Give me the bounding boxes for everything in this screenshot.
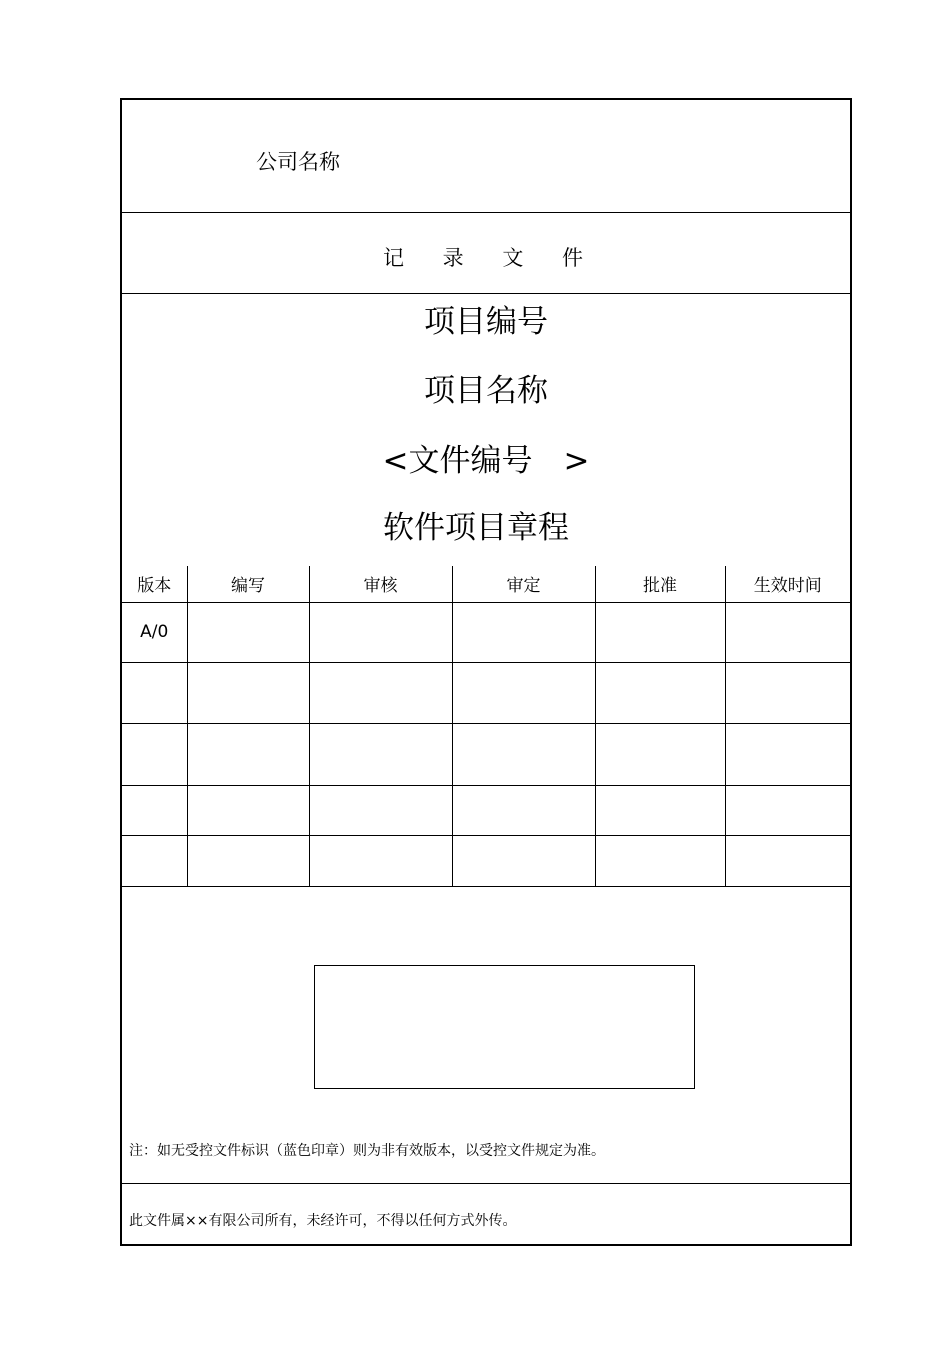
table-cell [595,602,725,662]
table-cell [309,835,452,886]
table-cell [309,785,452,835]
header-author: 编写 [187,566,309,602]
table-cell [725,785,850,835]
table-cell [122,723,187,785]
approval-table [122,566,850,887]
table-cell [725,662,850,723]
record-title: 记 录 文 件 [382,246,600,270]
table-cell [452,723,595,785]
divider [122,293,850,294]
project-number: 项目编号 [424,304,548,340]
document-title: 软件项目章程 [383,510,569,546]
table-cell [725,835,850,886]
table-cell [187,723,309,785]
table-cell [452,602,595,662]
table-cell [725,723,850,785]
table-cell [309,602,452,662]
project-name: 项目名称 [424,373,548,409]
header-reviewer: 审核 [309,566,452,602]
header-verifier: 审定 [452,566,595,602]
control-stamp-box [314,965,695,1089]
table-row [122,662,850,723]
table-cell [187,662,309,723]
table-cell [122,835,187,886]
copyright-notice: 此文件属××有限公司所有，未经许可，不得以任何方式外传。 [129,1213,517,1229]
footer-note: 注：如无受控文件标识（蓝色印章）则为非有效版本，以受控文件规定为准。 [129,1143,605,1159]
document-frame [120,98,852,1246]
divider [122,1183,850,1184]
table-row [122,785,850,835]
file-number: <文件编号 > [382,443,590,479]
table-cell [595,785,725,835]
table-cell [187,602,309,662]
table-cell [595,835,725,886]
company-name: 公司名称 [256,150,340,174]
table-cell [309,662,452,723]
header-version: 版本 [122,566,187,602]
header-effective-date: 生效时间 [725,566,850,602]
table-header-row [122,566,850,602]
table-row [122,602,850,662]
table-cell [122,662,187,723]
table-cell [187,835,309,886]
table-cell [595,723,725,785]
divider [122,212,850,213]
table-cell [122,785,187,835]
table-cell [452,835,595,886]
table-cell [309,723,452,785]
table-cell [595,662,725,723]
table-row [122,723,850,785]
table-cell: A/0 [122,602,187,662]
table-cell [187,785,309,835]
table-cell [452,662,595,723]
table-row [122,835,850,886]
table-cell [725,602,850,662]
table-cell [452,785,595,835]
header-approver: 批准 [595,566,725,602]
